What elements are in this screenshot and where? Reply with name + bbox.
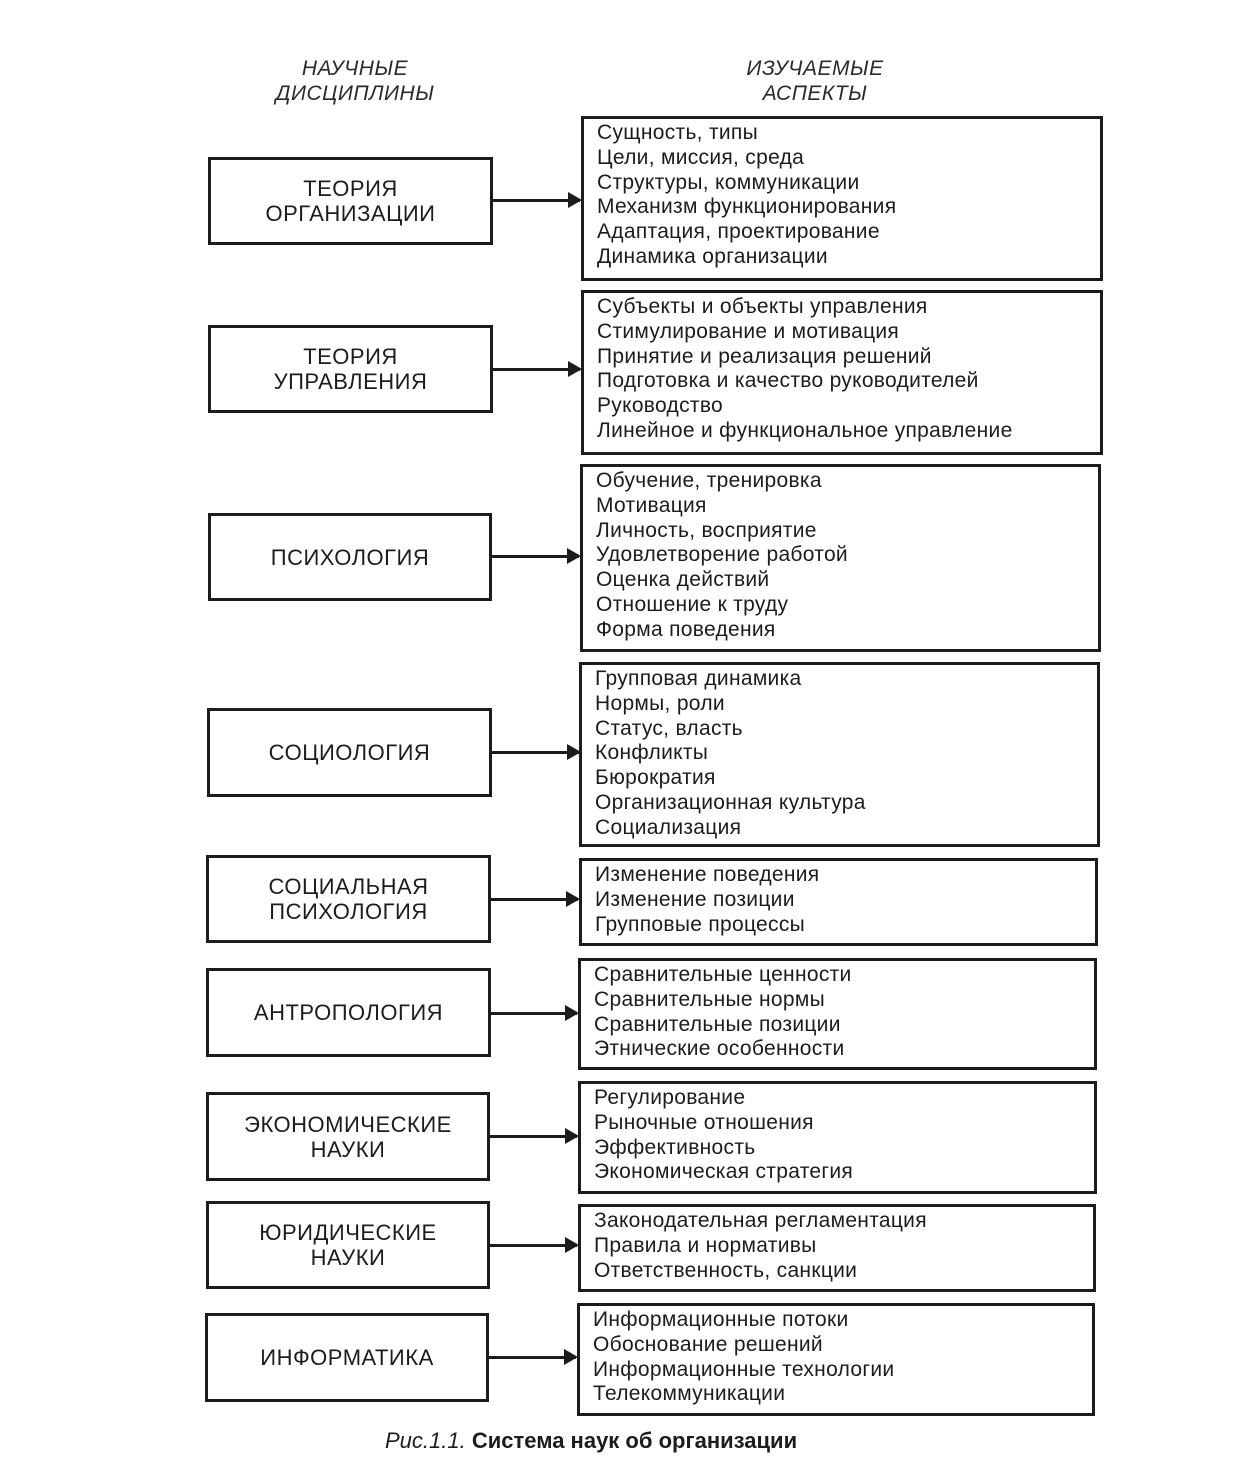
aspect-item: Изменение позиции	[595, 887, 795, 911]
aspect-item: Адаптация, проектирование	[597, 220, 880, 244]
aspect-item: Сравнительные ценности	[594, 963, 852, 986]
connector-arrow	[489, 1356, 576, 1359]
discipline-box: ТЕОРИЯ ОРГАНИЗАЦИИ	[208, 157, 493, 245]
aspects-box	[578, 958, 1097, 1070]
aspect-item: Групповая динамика	[595, 667, 802, 690]
disciplines-header: НАУЧНЫЕ ДИСЦИПЛИНЫ	[275, 57, 435, 105]
aspect-item: Эффективность	[594, 1135, 756, 1159]
figure-number: Рис.1.1.	[385, 1428, 466, 1453]
aspect-item: Социализация	[595, 815, 742, 839]
discipline-box: СОЦИОЛОГИЯ	[207, 708, 492, 797]
aspect-item: Подготовка и качество руководителей	[597, 369, 979, 393]
aspect-item: Бюрократия	[595, 766, 716, 790]
aspect-item: Телекоммуникации	[593, 1382, 786, 1406]
aspect-item: Ответственность, санкции	[594, 1258, 858, 1282]
aspect-item: Обучение, тренировка	[596, 469, 822, 492]
aspect-item: Рыночные отношения	[594, 1110, 814, 1134]
figure-title: Система наук об организации	[471, 1428, 798, 1453]
aspect-item: Оценка действий	[596, 568, 770, 592]
aspects-box	[579, 858, 1098, 946]
connector-arrow	[493, 368, 580, 371]
discipline-box: ЮРИДИЧЕСКИЕ НАУКИ	[206, 1201, 490, 1289]
discipline-box: СОЦИАЛЬНАЯ ПСИХОЛОГИЯ	[206, 855, 491, 943]
aspect-item: Личность, восприятие	[596, 518, 817, 542]
aspect-item: Информационные технологии	[593, 1357, 895, 1381]
aspect-item: Регулирование	[594, 1086, 746, 1109]
aspect-item: Обоснование решений	[593, 1332, 823, 1356]
discipline-box: ТЕОРИЯ УПРАВЛЕНИЯ	[208, 325, 493, 413]
connector-arrow	[492, 555, 579, 558]
aspects-box	[577, 1303, 1095, 1416]
connector-arrow	[493, 199, 580, 202]
discipline-box: АНТРОПОЛОГИЯ	[206, 968, 491, 1057]
aspects-header: ИЗУЧАЕМЫЕ АСПЕКТЫ	[746, 57, 884, 105]
aspect-item: Стимулирование и мотивация	[597, 319, 900, 343]
aspect-item: Форма поведения	[596, 617, 776, 641]
aspect-item: Субъекты и объекты управления	[597, 295, 928, 318]
aspect-item: Цели, миссия, среда	[597, 145, 805, 169]
aspect-item: Мотивация	[596, 493, 707, 517]
aspect-item: Групповые процессы	[595, 912, 806, 936]
aspect-item: Принятие и реализация решений	[597, 344, 932, 368]
aspect-item: Информационные потоки	[593, 1308, 849, 1331]
aspect-item: Статус, власть	[595, 716, 743, 740]
connector-arrow	[491, 1012, 577, 1015]
aspects-box	[581, 116, 1103, 281]
connector-arrow	[492, 751, 579, 754]
aspect-item: Сравнительные позиции	[594, 1012, 841, 1036]
connector-arrow	[491, 898, 578, 901]
aspect-item: Удовлетворение работой	[596, 543, 848, 567]
aspect-item: Линейное и функциональное управление	[597, 418, 1013, 442]
aspect-item: Этнические особенности	[594, 1037, 845, 1061]
aspect-item: Нормы, роли	[595, 691, 725, 715]
aspects-box	[578, 1081, 1097, 1194]
aspect-item: Правила и нормативы	[594, 1233, 817, 1257]
discipline-box: ИНФОРМАТИКА	[205, 1313, 489, 1402]
aspect-item: Руководство	[597, 394, 724, 418]
aspect-item: Механизм функционирования	[597, 195, 897, 219]
aspects-box	[581, 290, 1103, 455]
aspect-item: Законодательная регламентация	[594, 1209, 927, 1232]
aspect-item: Конфликты	[595, 741, 709, 765]
aspects-box	[579, 662, 1100, 847]
aspect-item: Сущность, типы	[597, 121, 758, 144]
aspect-item: Динамика организации	[597, 244, 828, 268]
figure-caption	[385, 1428, 945, 1454]
aspects-box	[580, 464, 1101, 652]
discipline-box: ЭКОНОМИЧЕСКИЕ НАУКИ	[206, 1092, 490, 1181]
connector-arrow	[490, 1135, 577, 1138]
aspect-item: Организационная культура	[595, 790, 866, 814]
aspect-item: Отношение к труду	[596, 592, 789, 616]
aspect-item: Сравнительные нормы	[594, 987, 825, 1011]
aspects-box	[578, 1204, 1096, 1292]
discipline-box: ПСИХОЛОГИЯ	[208, 513, 492, 601]
aspect-item: Экономическая стратегия	[594, 1160, 854, 1184]
connector-arrow	[490, 1244, 577, 1247]
aspect-item: Изменение поведения	[595, 863, 820, 886]
aspect-item: Структуры, коммуникации	[597, 170, 860, 194]
